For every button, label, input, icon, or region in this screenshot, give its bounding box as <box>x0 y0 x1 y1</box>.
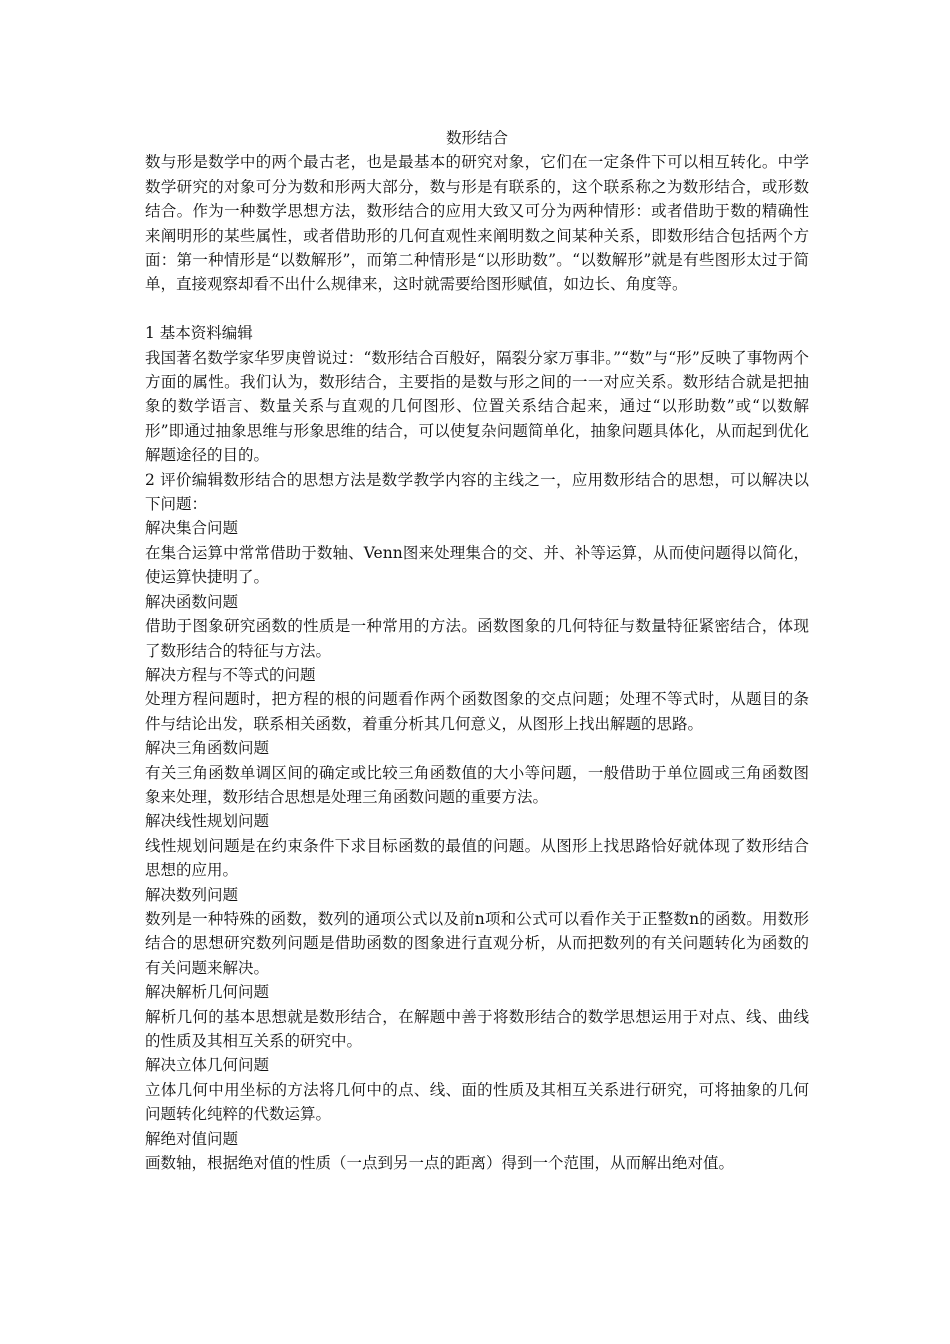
intro-paragraph: 数与形是数学中的两个最古老，也是最基本的研究对象，它们在一定条件下可以相互转化。中学数学研究的对象可分为数和形两大部分，数与形是有联系的，这个联系称之为数形结合，或形数结合。作为一种数学思想方法，数形结合的应用大致又可分为两种情形：或者借助于数的精确性来阐明形的某些属性，或者借助形的几何直观性来阐明数之间某种关系，即数形结合包括两个方面：第一种情形是“以数解形”，而第二种情形是“以形助数”。“以数解形”就是有些图形太过于简单，直接观察却看不出什么规律来，这时就需要给图形赋值，如边长、角度等。 <box>145 153 809 294</box>
topic-heading-sequences: 解决数列问题 <box>145 885 239 904</box>
topic-body-sequences: 数列是一种特殊的函数，数列的通项公式以及前n项和公式可以看作关于正整数n的函数。用数形结合的思想研究数列问题是借助函数的图象进行直观分析，从而把数列的有关问题转化为函数的有关问题来解决。 <box>145 909 809 977</box>
page-title: 数形结合 <box>445 129 508 147</box>
topic-body-sets: 在集合运算中常常借助于数轴、Venn图来处理集合的交、并、补等运算，从而使问题得以简化，使运算快捷明了。 <box>145 543 809 587</box>
paragraph-spacer <box>145 297 809 321</box>
topic-body-equations: 处理方程问题时，把方程的根的问题看作两个函数图象的交点问题；处理不等式时，从题目的条件与结论出发，联系相关函数，着重分析其几何意义，从图形上找出解题的思路。 <box>145 690 809 733</box>
topic-heading-trigonometry: 解决三角函数问题 <box>145 739 270 758</box>
topic-heading-analytic-geometry: 解决解析几何问题 <box>145 983 270 1002</box>
topic-body-analytic-geometry: 解析几何的基本思想就是数形结合，在解题中善于将数形结合的数学思想运用于对点、线、曲线的性质及其相互关系的研究中。 <box>145 1007 809 1051</box>
topic-body-solid-geometry: 立体几何中用坐标的方法将几何中的点、线、面的性质及其相互关系进行研究，可将抽象的几何问题转化纯粹的代数运算。 <box>145 1080 809 1124</box>
topic-heading-sets: 解决集合问题 <box>145 519 239 538</box>
topic-heading-functions: 解决函数问题 <box>145 592 239 611</box>
topic-body-functions: 借助于图象研究函数的性质是一种常用的方法。函数图象的几何特征与数量特征紧密结合，体现了数形结合的特征与方法。 <box>145 617 809 660</box>
topic-heading-absolute-value: 解绝对值问题 <box>145 1129 239 1148</box>
topic-body-linear-programming: 线性规划问题是在约束条件下求目标函数的最值的问题。从图形上找思路恰好就体现了数形结合思想的应用。 <box>145 836 809 880</box>
topic-heading-solid-geometry: 解决立体几何问题 <box>145 1056 270 1075</box>
section-2-intro: 2 评价编辑数形结合的思想方法是数学教学内容的主线之一，应用数形结合的思想，可以解决以下问题： <box>145 470 809 514</box>
document-page <box>145 126 809 1175</box>
topic-heading-equations: 解决方程与不等式的问题 <box>145 665 316 684</box>
section-1-heading: 1 基本资料编辑 <box>145 324 253 343</box>
topic-body-trigonometry: 有关三角函数单调区间的确定或比较三角函数值的大小等问题，一般借助于单位圆或三角函数图象来处理，数形结合思想是处理三角函数问题的重要方法。 <box>145 763 809 806</box>
topic-heading-linear-programming: 解决线性规划问题 <box>145 812 270 831</box>
section-1-body: 我国著名数学家华罗庚曾说过：“数形结合百般好，隔裂分家万事非。”“数”与“形”反映了事物两个方面的属性。我们认为，数形结合，主要指的是数与形之间的一一对应关系。数形结合就是把抽象的数学语言、数量关系与直观的几何图形、位置关系结合起来，通过“以形助数”或“以数解形”即通过抽象思维与形象思维的结合，可以使复杂问题简单化，抽象问题具体化，从而起到优化解题途径的目的。 <box>145 348 809 465</box>
topic-body-absolute-value: 画数轴，根据绝对值的性质（一点到另一点的距离）得到一个范围，从而解出绝对值。 <box>145 1154 735 1173</box>
